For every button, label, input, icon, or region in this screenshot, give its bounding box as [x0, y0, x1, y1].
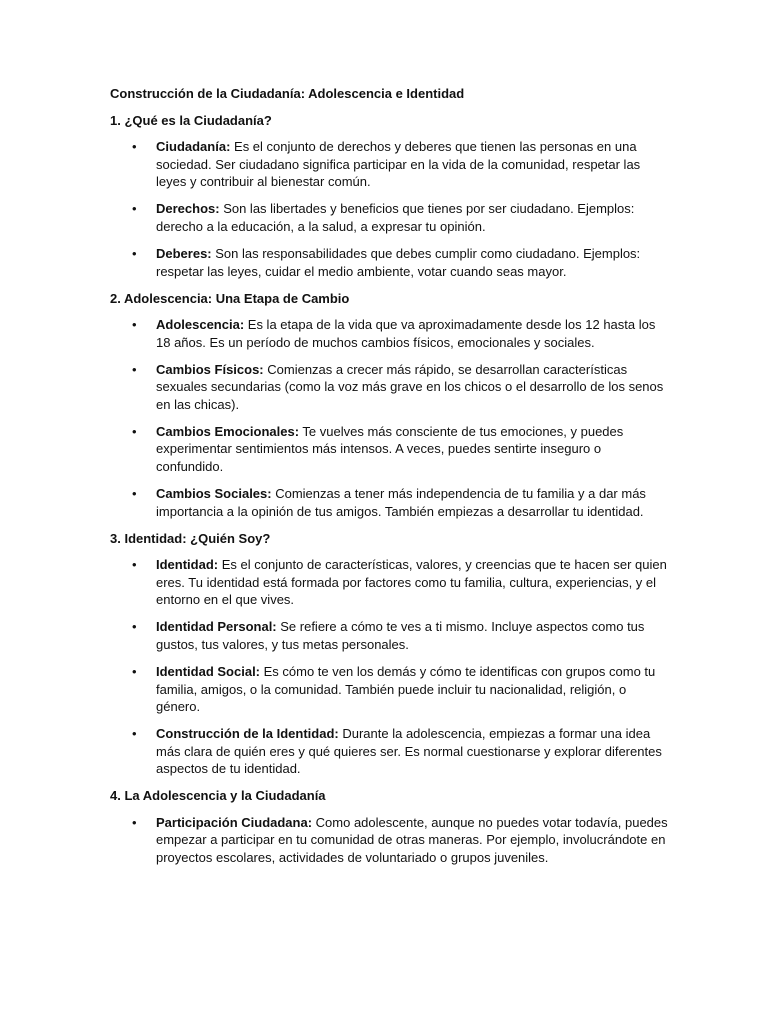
bullet-icon: • [132, 814, 137, 830]
bullet-icon: • [132, 619, 137, 635]
section-heading: 4. La Adolescencia y la Ciudadanía [110, 788, 326, 804]
section-1 [110, 112, 668, 281]
term-label: Cambios Emocionales: [156, 423, 300, 439]
term-label: Cambios Sociales: [156, 486, 272, 502]
list-item [110, 316, 668, 351]
bullet-list [110, 814, 668, 867]
term-label: Construcción de la Identidad: [156, 726, 339, 742]
list-item [110, 423, 668, 476]
bullet-icon: • [132, 201, 137, 217]
bullet-icon: • [132, 317, 137, 333]
list-item [110, 814, 668, 867]
list-item [110, 200, 668, 235]
list-item [110, 556, 668, 609]
term-definition: Se refiere a cómo te ves a ti mismo. Incluye aspectos como tus gustos, tus valores, y tus metas personales. [156, 619, 645, 652]
bullet-icon: • [132, 245, 137, 261]
bullet-icon: • [132, 557, 137, 573]
term-label: Cambios Físicos: [156, 361, 264, 377]
term-definition: Son las responsabilidades que debes cumplir como ciudadano. Ejemplos: respetar las leyes, cuidar el medio ambiente, votar cuando seas mayor. [156, 245, 641, 279]
term-definition: Te vuelves más consciente de tus emociones, y puedes experimentar sentimientos más intensos. A veces, puedes sentirte inseguro o confundido. [156, 423, 624, 475]
list-item [110, 663, 668, 716]
term-definition: Comienzas a tener más independencia de tu familia y a dar más importancia a la opinión de tus amigos. También empiezas a desarrollar tu identidad. [156, 486, 646, 519]
bullet-icon: • [132, 663, 137, 679]
section-4 [110, 787, 668, 866]
section-heading: 2. Adolescencia: Una Etapa de Cambio [110, 290, 350, 306]
list-item [110, 485, 668, 520]
document-title: Construcción de la Ciudadanía: Adolescencia e Identidad [110, 86, 465, 101]
list-item [110, 138, 668, 191]
section-3 [110, 530, 668, 778]
bullet-list [110, 316, 668, 520]
list-item [110, 618, 668, 653]
term-label: Ciudadanía: [156, 139, 231, 155]
list-item [110, 245, 668, 280]
term-label: Derechos: [156, 201, 220, 217]
bullet-icon: • [132, 139, 137, 155]
bullet-icon: • [132, 726, 137, 742]
term-label: Deberes: [156, 245, 212, 261]
term-definition: Como adolescente, aunque no puedes votar todavía, puedes empezar a participar en tu comunidad de otras maneras. Por ejemplo, involucrándote en proyectos escolares, actividades de voluntariado o grupos juveniles. [156, 814, 668, 866]
bullet-list [110, 556, 668, 778]
term-definition: Son las libertades y beneficios que tienes por ser ciudadano. Ejemplos: derecho a la educación, a la salud, a expresar tu opinión. [156, 201, 635, 234]
list-item [110, 725, 668, 778]
term-label: Adolescencia: [156, 317, 245, 333]
term-label: Identidad: [156, 557, 219, 573]
list-item [110, 361, 668, 414]
term-definition: Es el conjunto de características, valores, y creencias que te hacen ser quien eres. Tu identidad está formada por factores como tu familia, cultura, experiencias, y el entorno en el que vives. [156, 557, 667, 608]
term-label: Identidad Personal: [156, 619, 277, 635]
section-2 [110, 290, 668, 521]
section-heading: 1. ¿Qué es la Ciudadanía? [110, 112, 272, 128]
bullet-icon: • [132, 486, 137, 502]
section-heading: 3. Identidad: ¿Quién Soy? [110, 530, 271, 546]
bullet-icon: • [132, 423, 137, 439]
term-definition: Comienzas a crecer más rápido, se desarrollan características sexuales secundarias (como la voz más grave en los chicos o el desarrollo de los senos en las chicas). [156, 361, 664, 412]
term-definition: Es el conjunto de derechos y deberes que tienen las personas en una sociedad. Ser ciudadano significa participar en la vida de la comunidad, respetar las leyes y contribuir al bienestar común. [156, 139, 641, 190]
term-definition: Durante la adolescencia, empiezas a formar una idea más clara de quién eres y qué quieres ser. Es normal cuestionarse y explorar diferentes aspectos de tu identidad. [156, 726, 662, 777]
bullet-list [110, 138, 668, 280]
bullet-icon: • [132, 361, 137, 377]
term-definition: Es la etapa de la vida que va aproximadamente desde los 12 hasta los 18 años. Es un período de muchos cambios físicos, emocionales y sociales. [156, 317, 656, 350]
term-label: Identidad Social: [156, 663, 261, 679]
term-label: Participación Ciudadana: [156, 814, 313, 830]
term-definition: Es cómo te ven los demás y cómo te identificas con grupos como tu familia, amigos, o la comunidad. También puede incluir tu nacionalidad, religión, o género. [156, 663, 656, 715]
